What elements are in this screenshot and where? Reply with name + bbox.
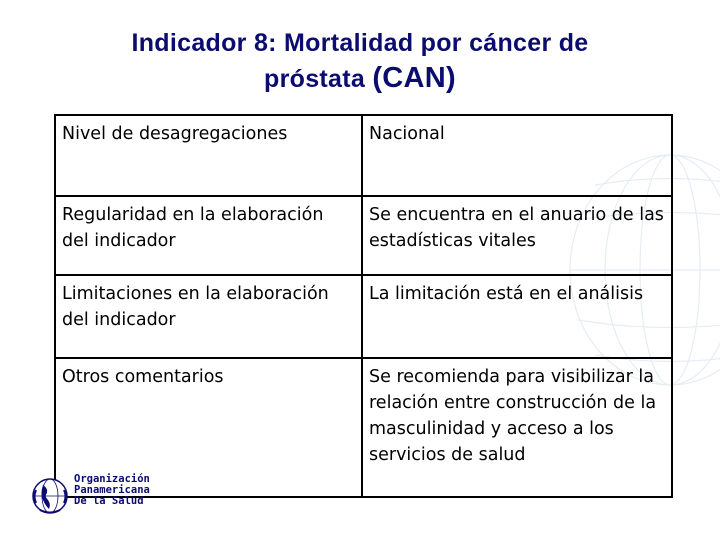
row-value: Se encuentra en el anuario de las estadísticas vitales [362, 196, 672, 275]
row-value: Se recomienda para visibilizar la relación entre construcción de la masculinidad y acceso a los servicios de salud [362, 358, 672, 497]
title-line-2 [40, 61, 680, 97]
logo-text [74, 474, 150, 507]
title-line-2-text: próstata [264, 65, 373, 93]
row-value: Nacional [362, 115, 672, 196]
indicator-table [54, 114, 673, 498]
row-value: La limitación está en el análisis [362, 275, 672, 358]
row-label: Otros comentarios [55, 358, 362, 497]
title-line-1: Indicador 8: Mortalidad por cáncer de [131, 29, 589, 57]
logo-line-3: De la Salud [74, 495, 144, 507]
table-row [55, 115, 672, 196]
organization-logo [30, 474, 170, 516]
row-label: Limitaciones en la elaboración del indicador [55, 275, 362, 358]
globe-icon [30, 476, 70, 516]
slide-title [40, 26, 680, 97]
row-label: Nivel de desagregaciones [55, 115, 362, 196]
table-row [55, 196, 672, 275]
logo-line-2: Panamericana [74, 484, 150, 496]
table-row [55, 275, 672, 358]
row-label: Regularidad en la elaboración del indicador [55, 196, 362, 275]
logo-line-1: Organización [74, 473, 150, 485]
title-abbreviation: (CAN) [372, 62, 456, 94]
